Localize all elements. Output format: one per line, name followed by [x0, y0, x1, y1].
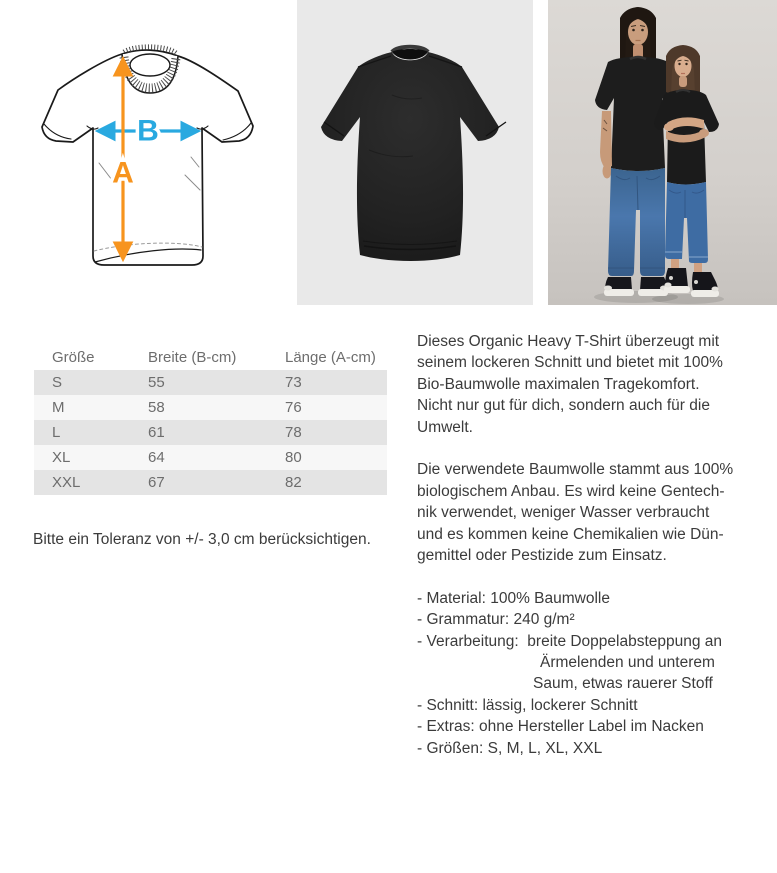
models-wearing-tshirt-image [548, 0, 777, 305]
length-cell: 78 [285, 424, 302, 441]
column-header: Größe [52, 348, 95, 366]
spec-line: Ärmelenden und unterem [540, 654, 715, 672]
length-cell: 80 [285, 449, 302, 466]
table-row [34, 420, 387, 445]
product-photo-front [297, 0, 533, 305]
width-cell: 67 [148, 474, 165, 491]
description-line: und es kommen keine Chemikalien wie Dün- [417, 525, 724, 543]
size-cell: S [52, 374, 63, 391]
column-header: Breite (B-cm) [148, 348, 237, 366]
size-cell: XL [52, 449, 71, 466]
length-cell: 82 [285, 474, 302, 491]
tshirt-measurement-diagram [25, 35, 265, 295]
spec-line: - Material: 100% Baumwolle [417, 589, 610, 607]
size-cell: M [52, 399, 65, 416]
description-line: seinem lockeren Schnitt und bietet mit 100% [417, 354, 723, 372]
black-tshirt-image [297, 0, 533, 305]
table-row [34, 395, 387, 420]
table-row [34, 445, 387, 470]
tolerance-note: Bitte ein Toleranz von +/- 3,0 cm berücksichtigen. [33, 531, 371, 548]
column-header: Länge (A-cm) [285, 348, 376, 366]
length-cell: 73 [285, 374, 302, 391]
table-row [34, 370, 387, 395]
spec-line: - Extras: ohne Hersteller Label im Nacken [417, 718, 704, 736]
spec-line: - Schnitt: lässig, lockerer Schnitt [417, 696, 638, 714]
length-cell: 76 [285, 399, 302, 416]
size-cell: XXL [52, 474, 81, 491]
width-cell: 64 [148, 449, 165, 466]
spec-line: Saum, etwas rauerer Stoff [533, 675, 713, 693]
spec-line: - Größen: S, M, L, XL, XXL [417, 739, 603, 757]
table-row [34, 470, 387, 495]
description-line: Dieses Organic Heavy T-Shirt überzeugt mit [417, 333, 720, 350]
size-guide-diagram [25, 35, 265, 295]
description-line: gemittel oder Pestizide zum Einsatz. [417, 547, 667, 565]
measure-label-b: B [137, 114, 159, 148]
description-line: Nicht nur gut für dich, sondern auch für die [417, 397, 710, 415]
description-line: Die verwendete Baumwolle stammt aus 100% [417, 461, 734, 479]
blank-line [417, 566, 777, 587]
models-photo [548, 0, 777, 305]
size-table-header [34, 344, 387, 370]
description-line: Bio-Baumwolle maximalen Tragekomfort. [417, 375, 700, 393]
description-line: Umwelt. [417, 418, 473, 436]
spec-line: - Grammatur: 240 g/m² [417, 611, 575, 629]
description-line: biologischem Anbau. Es wird keine Gentech- [417, 482, 725, 500]
spec-line: - Verarbeitung: breite Doppelabsteppung an [417, 632, 723, 650]
width-cell: 61 [148, 424, 165, 441]
measure-label-a: A [112, 156, 134, 190]
product-description-text [417, 331, 777, 759]
width-cell: 58 [148, 399, 165, 416]
width-cell: 55 [148, 374, 165, 391]
blank-line [417, 438, 777, 459]
size-table [34, 344, 387, 495]
description-line: nik verwendet, weniger Wasser verbraucht [417, 504, 710, 522]
size-cell: L [52, 424, 61, 441]
